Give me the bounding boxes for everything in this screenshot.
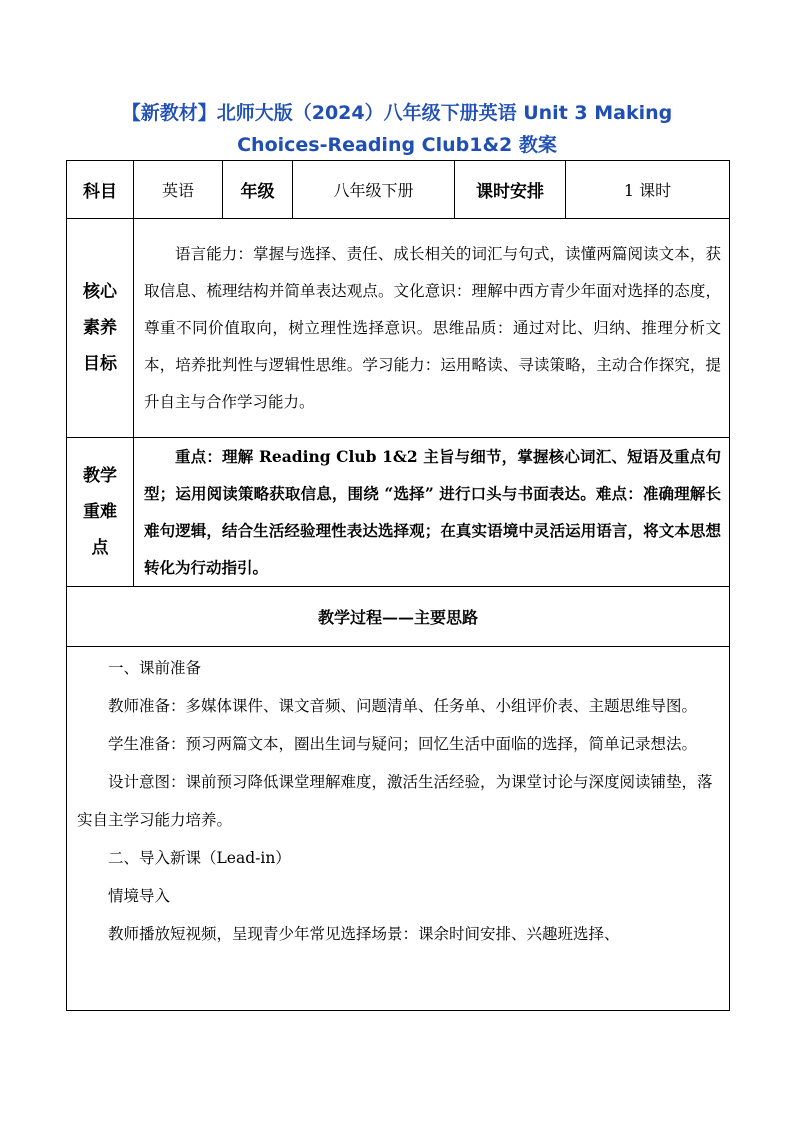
competency-label-line-3: 目标 xyxy=(83,354,117,374)
grade-label: 年级 xyxy=(223,161,293,219)
focus-text: 重点：理解 Reading Club 1&2 主旨与细节，掌握核心词汇、短语及重点句型；运用阅读策略获取信息，围绕 “选择” 进行口头与书面表达。难点：准确理解长难句逻辑，结合生活经验理性表达选择观；在真实语境中灵活运用语言，将文本思想转化为行动指引。 xyxy=(144,447,721,577)
focus-row xyxy=(67,438,730,587)
process-paragraph: 二、导入新课（Lead-in） xyxy=(108,849,291,867)
document-title-line-1: 【新教材】北师大版（2024）八年级下册英语 Unit 3 Making xyxy=(121,102,673,124)
focus-label-line-1: 教学 xyxy=(83,466,117,486)
competency-text: 语言能力：掌握与选择、责任、成长相关的词汇与句式，读懂两篇阅读文本，获取信息、梳理结构并简单表达观点。文化意识：理解中西方青少年面对选择的态度，尊重不同价值取向，树立理性选择意识。思维品质：通过对比、归纳、推理分析文本，培养批判性与逻辑性思维。学习能力：运用略读、寻读策略，主动合作探究，提升自主与合作学习能力。 xyxy=(144,244,721,411)
document-title-line-2: Choices-Reading Club1&2 教案 xyxy=(237,134,557,156)
focus-content xyxy=(134,438,730,587)
process-row xyxy=(67,647,730,1011)
competency-label xyxy=(67,219,134,438)
focus-label-line-2: 重难 xyxy=(83,502,117,522)
competency-label-line-2: 素养 xyxy=(83,318,117,338)
competency-row xyxy=(67,219,730,438)
process-content xyxy=(67,647,730,1011)
process-header-row xyxy=(67,587,730,647)
process-paragraph: 教师播放短视频，呈现青少年常见选择场景：课余时间安排、兴趣班选择、 xyxy=(108,925,620,943)
header-row xyxy=(67,161,730,219)
focus-label-line-3: 点 xyxy=(91,538,109,558)
process-paragraph: 教师准备：多媒体课件、课文音频、问题清单、任务单、小组评价表、主题思维导图。 xyxy=(108,697,698,715)
process-paragraph: 设计意图：课前预习降低课堂理解难度，激活生活经验，为课堂讨论与深度阅读铺垫，落实自主学习能力培养。 xyxy=(77,773,713,829)
periods-label: 课时安排 xyxy=(455,161,566,219)
process-header: 教学过程——主要思路 xyxy=(67,587,730,647)
process-paragraph: 学生准备：预习两篇文本，圈出生词与疑问；回忆生活中面临的选择，简单记录想法。 xyxy=(108,735,698,753)
competency-label-line-1: 核心 xyxy=(83,282,117,302)
subject-label: 科目 xyxy=(67,161,134,219)
subject-value: 英语 xyxy=(134,161,223,219)
focus-label xyxy=(67,438,134,587)
process-paragraph: 一、课前准备 xyxy=(108,659,202,677)
grade-value: 八年级下册 xyxy=(293,161,455,219)
lesson-plan-table xyxy=(66,160,730,1011)
competency-content xyxy=(134,219,730,438)
document-title xyxy=(66,97,728,161)
process-paragraph: 情境导入 xyxy=(108,887,171,905)
periods-value: 1 课时 xyxy=(566,161,730,219)
